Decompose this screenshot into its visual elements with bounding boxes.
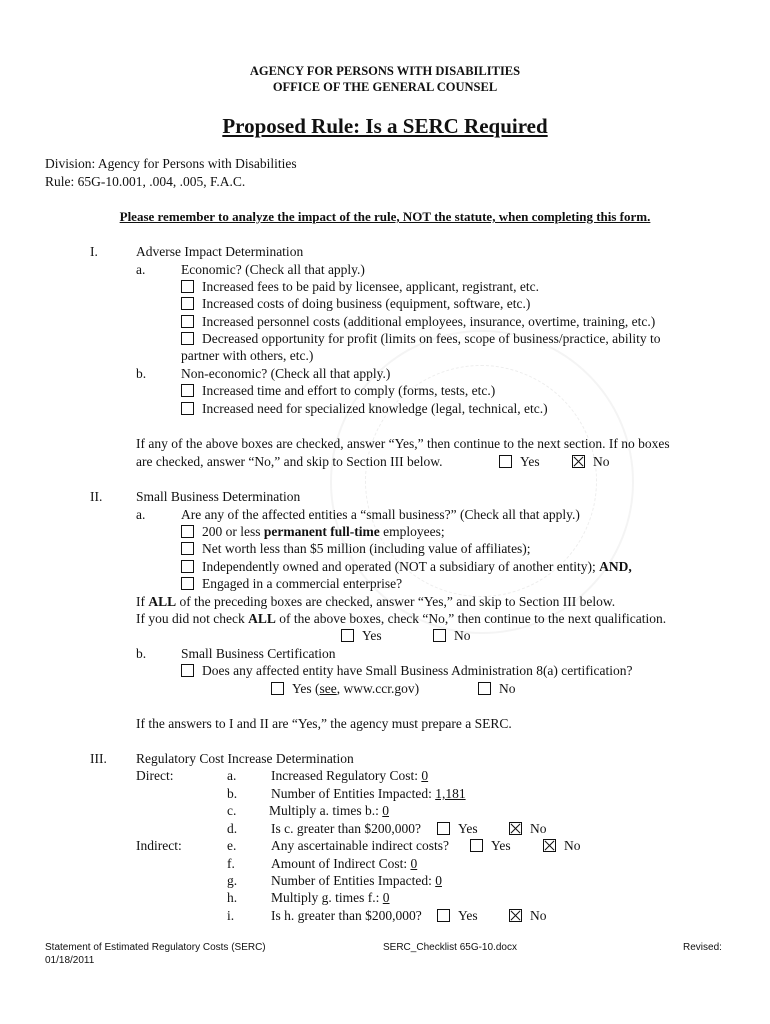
cost-row-a: Increased Regulatory Cost: 0 <box>271 768 429 783</box>
economic-item-4-cont: partner with others, etc.) <box>181 348 314 363</box>
section-3-number: III. <box>90 751 107 766</box>
checkbox[interactable] <box>181 297 194 310</box>
economic-item-4: Decreased opportunity for profit (limits on fees, scope of business/practice, ability to <box>181 331 661 347</box>
yes-checkbox[interactable] <box>437 822 450 835</box>
economic-item-2: Increased costs of doing business (equipment, software, etc.) <box>181 296 530 312</box>
cost-row-f: Amount of Indirect Cost: 0 <box>271 856 418 871</box>
checkbox[interactable] <box>181 664 194 677</box>
section-2-title: Small Business Determination <box>136 489 301 504</box>
checkbox[interactable] <box>181 315 194 328</box>
section-2a-label: Are any of the affected entities a “small business?” (Check all that apply.) <box>181 507 580 522</box>
checkbox[interactable] <box>181 560 194 573</box>
yes-checkbox[interactable] <box>341 629 354 642</box>
section-1a-label: Economic? (Check all that apply.) <box>181 262 365 277</box>
section-3-title: Regulatory Cost Increase Determination <box>136 751 354 766</box>
cost-row-c: Multiply a. times b.: 0 <box>269 803 389 818</box>
section-1-number: I. <box>90 244 98 259</box>
instruction-note: Please remember to analyze the impact of the rule, NOT the statute, when completing this form. <box>119 209 651 224</box>
agency-name: AGENCY FOR PERSONS WITH DISABILITIES <box>249 64 521 78</box>
cost-row-i-letter: i. <box>227 908 235 923</box>
no-checkbox-checked[interactable] <box>572 455 585 468</box>
small-business-item-1: 200 or less permanent full-time employees; <box>181 524 445 540</box>
checkbox[interactable] <box>181 332 194 345</box>
section-2b-label: Small Business Certification <box>181 646 336 661</box>
section-1-title: Adverse Impact Determination <box>136 244 304 259</box>
cost-row-g: Number of Entities Impacted: 0 <box>271 873 442 888</box>
page-title: Proposed Rule: Is a SERC Required <box>222 114 548 138</box>
section-1b-letter: b. <box>136 366 147 381</box>
section-1a-letter: a. <box>136 262 146 277</box>
footer-filename: SERC_Checklist 65G-10.docx <box>383 942 517 953</box>
row-i-yes-option: Yes <box>437 908 478 924</box>
cost-row-i: Is h. greater than $200,000? <box>271 908 422 923</box>
cost-row-c-letter: c. <box>227 803 237 818</box>
checkbox[interactable] <box>181 525 194 538</box>
checkbox[interactable] <box>181 384 194 397</box>
no-checkbox-checked[interactable] <box>509 909 522 922</box>
footer-doc-title: Statement of Estimated Regulatory Costs (SERC) <box>45 942 266 953</box>
cost-row-d-letter: d. <box>227 821 238 836</box>
noneconomic-item-2: Increased need for specialized knowledge (legal, technical, etc.) <box>181 401 548 417</box>
cost-row-h: Multiply g. times f.: 0 <box>271 890 390 905</box>
no-checkbox[interactable] <box>433 629 446 642</box>
division-line: Division: Agency for Persons with Disabilities <box>45 156 297 171</box>
cost-row-e-letter: e. <box>227 838 237 853</box>
economic-item-1: Increased fees to be paid by licensee, applicant, registrant, etc. <box>181 279 539 295</box>
indirect-label: Indirect: <box>136 838 182 853</box>
checkbox[interactable] <box>181 280 194 293</box>
noneconomic-item-1: Increased time and effort to comply (forms, tests, etc.) <box>181 383 495 399</box>
row-i-no-option: No <box>509 908 547 924</box>
office-name: OFFICE OF THE GENERAL COUNSEL <box>272 80 498 94</box>
checkbox[interactable] <box>181 577 194 590</box>
cost-row-b: Number of Entities Impacted: 1,181 <box>271 786 466 801</box>
section-2-instruction-2: If you did not check ALL of the above boxes, check “No,” then continue to the next qualification. <box>136 611 667 626</box>
sba-certification-item: Does any affected entity have Small Business Administration 8(a) certification? <box>181 663 633 679</box>
checkbox[interactable] <box>181 402 194 415</box>
sba-yes-option: Yes (see, www.ccr.gov) <box>271 681 419 697</box>
footer-date: 01/18/2011 <box>45 955 95 966</box>
section-2-conclusion: If the answers to I and II are “Yes,” the agency must prepare a SERC. <box>136 716 512 731</box>
section-2b-letter: b. <box>136 646 147 661</box>
yes-checkbox[interactable] <box>470 839 483 852</box>
yes-checkbox[interactable] <box>499 455 512 468</box>
section-1-no-option: No <box>572 454 610 470</box>
cost-row-d: Is c. greater than $200,000? <box>271 821 421 836</box>
see-link[interactable]: see <box>319 681 337 696</box>
cost-row-g-letter: g. <box>227 873 238 888</box>
yes-checkbox[interactable] <box>271 682 284 695</box>
cost-row-h-letter: h. <box>227 890 238 905</box>
section-1-yes-option: Yes <box>499 454 540 470</box>
cost-row-b-letter: b. <box>227 786 238 801</box>
small-business-item-3: Independently owned and operated (NOT a subsidiary of another entity); AND, <box>181 559 632 575</box>
section-1-instruction-2: are checked, answer “No,” and skip to Section III below. <box>136 454 443 469</box>
sba-no-option: No <box>478 681 516 697</box>
checkbox[interactable] <box>181 542 194 555</box>
small-business-item-4: Engaged in a commercial enterprise? <box>181 576 402 592</box>
no-checkbox-checked[interactable] <box>509 822 522 835</box>
cost-row-a-letter: a. <box>227 768 237 783</box>
row-d-no-option: No <box>509 821 547 837</box>
small-business-item-2: Net worth less than $5 million (including value of affiliates); <box>181 541 531 557</box>
section-2-instruction-1: If ALL of the preceding boxes are checked, answer “Yes,” and skip to Section III below. <box>136 594 616 609</box>
economic-item-3: Increased personnel costs (additional employees, insurance, overtime, training, etc.) <box>181 314 655 330</box>
section-1-instruction-1: If any of the above boxes are checked, answer “Yes,” then continue to the next section. If no boxes <box>136 436 670 451</box>
section-2a-letter: a. <box>136 507 146 522</box>
cost-row-f-letter: f. <box>227 856 235 871</box>
rule-line: Rule: 65G-10.001, .004, .005, F.A.C. <box>45 174 246 189</box>
no-checkbox-checked[interactable] <box>543 839 556 852</box>
yes-checkbox[interactable] <box>437 909 450 922</box>
cost-row-e: Any ascertainable indirect costs? <box>271 838 450 853</box>
row-e-no-option: No <box>543 838 581 854</box>
row-d-yes-option: Yes <box>437 821 478 837</box>
section-1b-label: Non-economic? (Check all that apply.) <box>181 366 391 381</box>
row-e-yes-option: Yes <box>470 838 511 854</box>
section-2a-no-option: No <box>433 628 471 644</box>
footer-revised: Revised: <box>683 942 722 953</box>
direct-label: Direct: <box>136 768 174 783</box>
section-2a-yes-option: Yes <box>341 628 382 644</box>
section-2-number: II. <box>90 489 103 504</box>
no-checkbox[interactable] <box>478 682 491 695</box>
